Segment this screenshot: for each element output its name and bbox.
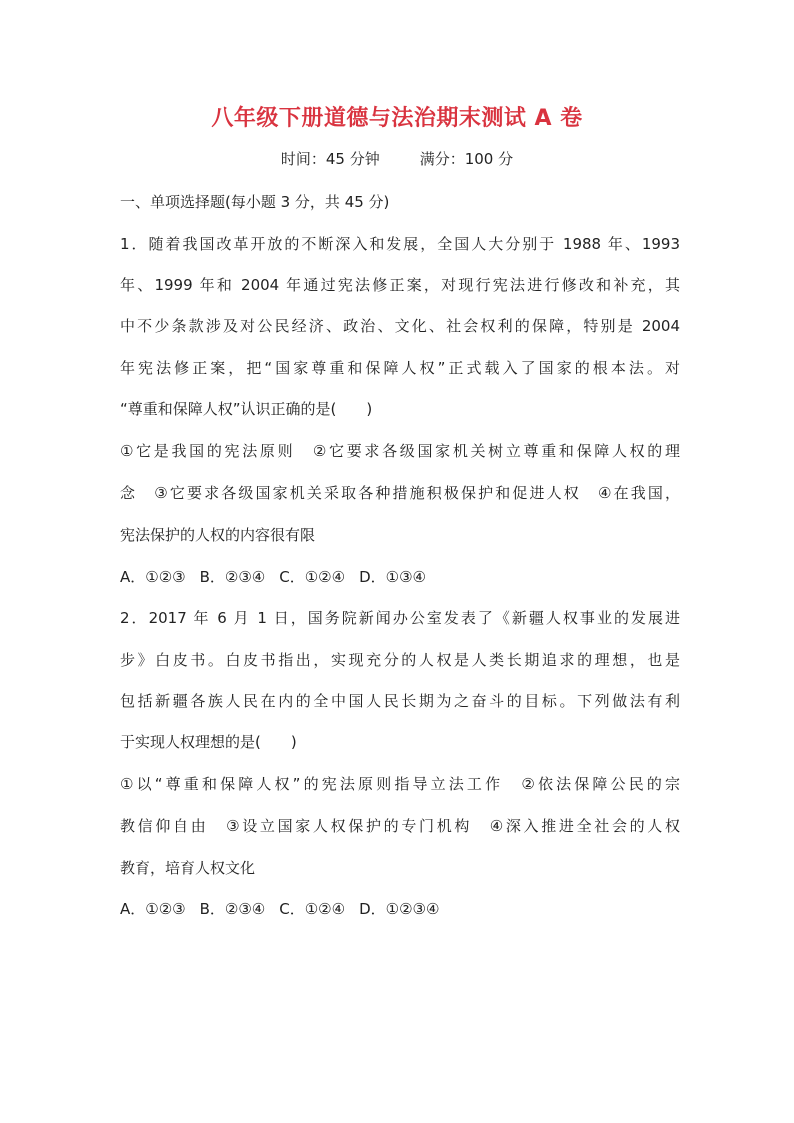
q1-option-b: B．②③④ — [199, 568, 266, 586]
q2-statement-line: 教育，培育人权文化 — [120, 859, 256, 877]
q2-statement-line: ①以“尊重和保障人权”的宪法原则指导立法工作 ②依法保障公民的宗 — [120, 775, 680, 793]
q2-stem-line: 步》白皮书。白皮书指出，实现充分的人权是人类长期追求的理想，也是 — [120, 651, 680, 669]
q1-options — [120, 566, 680, 588]
q2-stem-line: 包括新疆各族人民在内的全中国人民长期为之奋斗的目标。下列做法有利 — [120, 692, 680, 710]
q2-stem-line: 于实现人权理想的是( ) — [120, 733, 297, 751]
q1-stem-line: 年、1999 年和 2004 年通过宪法修正案，对现行宪法进行修改和补充，其 — [120, 276, 680, 294]
q1-option-a: A．①②③ — [120, 568, 186, 586]
exam-time: 时间：45 分钟 — [280, 150, 380, 168]
page-title: 八年级下册道德与法治期末测试 A 卷 — [211, 106, 583, 131]
exam-score: 满分：100 分 — [419, 150, 514, 168]
q1-option-d: D．①③④ — [359, 568, 426, 586]
q1-statement-line: 念 ③它要求各级国家机关采取各种措施积极保护和促进人权 ④在我国， — [120, 484, 680, 502]
q1-option-c: C．①②④ — [279, 568, 346, 586]
section-heading: 一、单项选择题(每小题 3 分，共 45 分) — [120, 193, 390, 211]
q2-statement-line: 教信仰自由 ③设立国家人权保护的专门机构 ④深入推进全社会的人权 — [120, 817, 680, 835]
q1-stem-line: 中不少条款涉及对公民经济、政治、文化、社会权利的保障，特别是 2004 — [120, 317, 680, 335]
q2-option-b: B．②③④ — [199, 900, 266, 918]
exam-meta — [0, 148, 794, 170]
q2-option-a: A．①②③ — [120, 900, 186, 918]
q1-statement-line: ①它是我国的宪法原则 ②它要求各级国家机关树立尊重和保障人权的理 — [120, 442, 680, 460]
q1-statement-line: 宪法保护的人权的内容很有限 — [120, 526, 316, 544]
q1-stem-line: 年宪法修正案，把“国家尊重和保障人权”正式载入了国家的根本法。对 — [120, 359, 680, 377]
q2-options — [120, 898, 680, 920]
q1-stem-line: “尊重和保障人权”认识正确的是( ) — [120, 400, 373, 418]
q2-option-d: D．①②③④ — [359, 900, 440, 918]
q1-stem-line: 1．随着我国改革开放的不断深入和发展，全国人大分别于 1988 年、1993 — [120, 235, 680, 253]
q2-option-c: C．①②④ — [279, 900, 346, 918]
q2-stem-line: 2．2017 年 6 月 1 日，国务院新闻办公室发表了《新疆人权事业的发展进 — [120, 609, 680, 627]
